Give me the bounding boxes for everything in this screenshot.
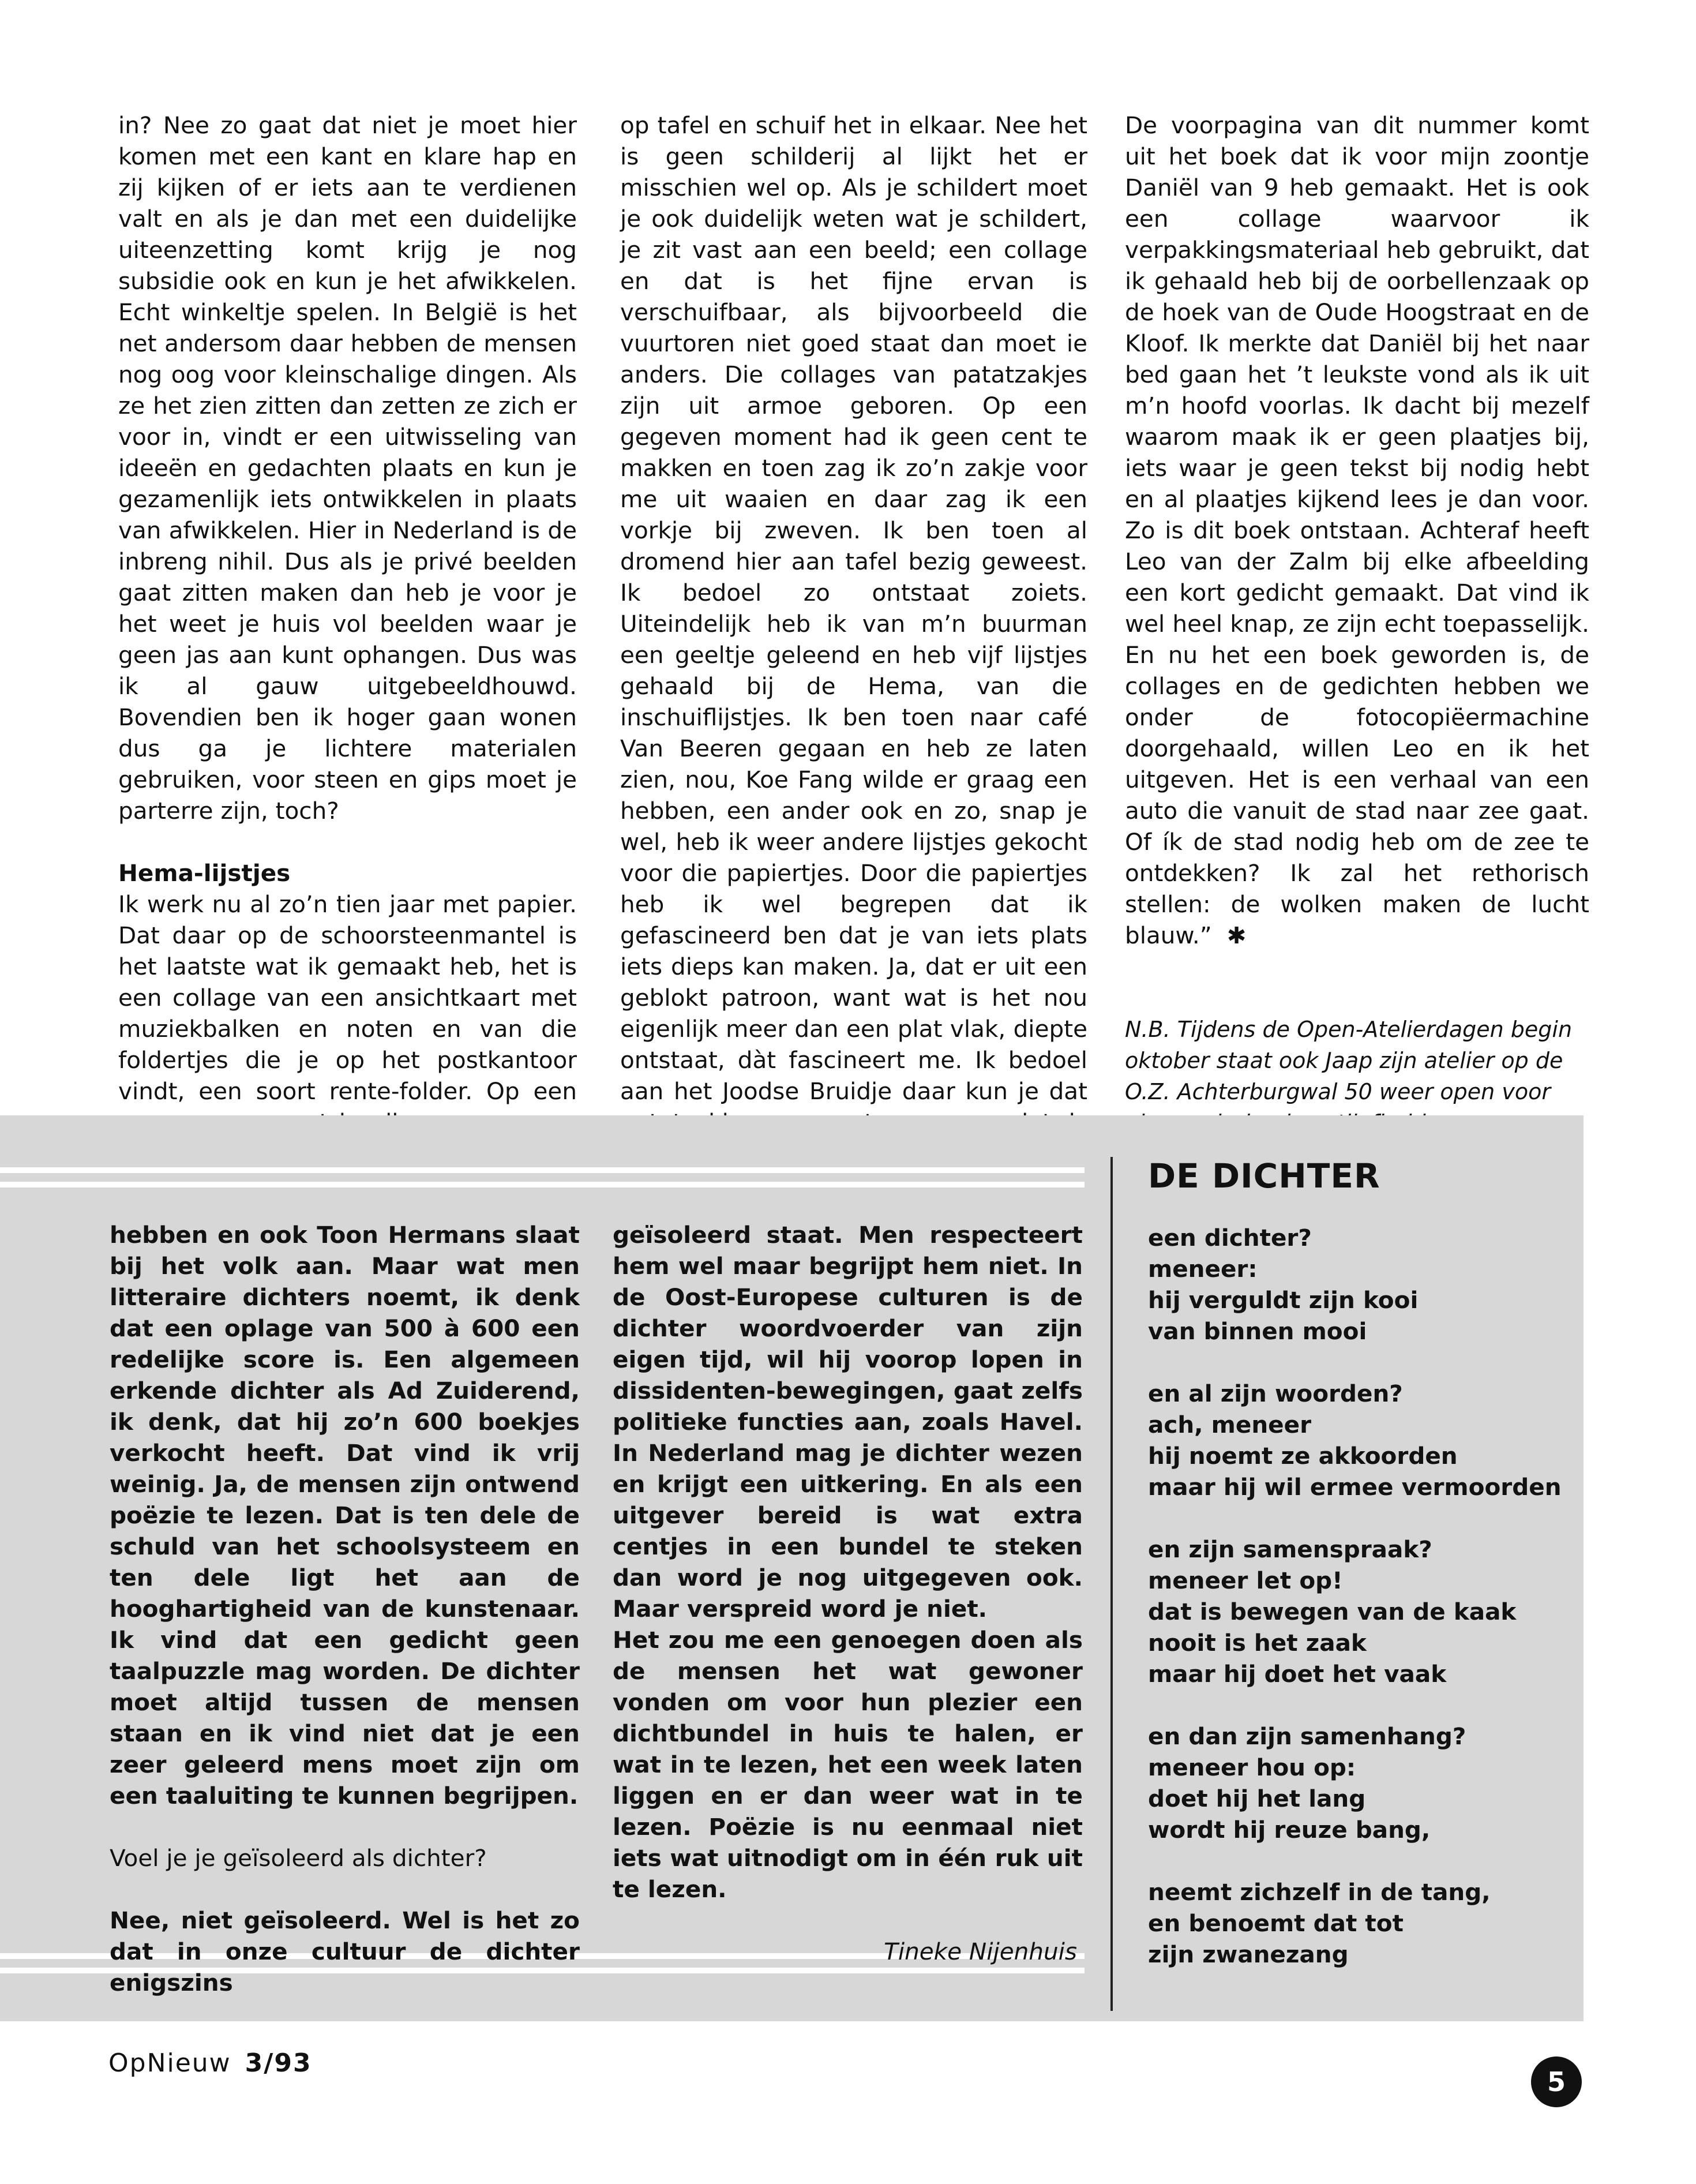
poem-line: doet hij het lang (1148, 1785, 1366, 1812)
poem-line: maar hij wil ermee vermoorden (1148, 1473, 1562, 1501)
poem-line: meneer hou op: (1148, 1754, 1356, 1781)
interview-answer: geïsoleerd staat. Men respecteert hem wel maar begrijpt hem niet. In de Oost-Europese culturen is de dichter woordvoerder van zijn eigen tijd, wil hij voorop lopen in dissidenten-bewegingen, gaat zelfs politieke functies aan, zoals Havel. In Nederland mag je dichter wezen en krijgt een uitkering. En als een uitgever bereid is wat extra centjes in een bundel te steken dan word je nog uitgegeven ook. Maar verspreid word je niet. (613, 1221, 1083, 1623)
interview-question: Voel je je geïsoleerd als dichter? (110, 1844, 487, 1872)
poem-line: en dan zijn samenhang? (1148, 1722, 1466, 1750)
poem-body (1148, 1222, 1575, 2001)
article-paragraph: Ik werk nu al zo’n tien jaar met papier. Dat daar op de schoorsteenmantel is het laatste wat ik gemaakt heb, het is een collage van een ansichtkaart met muziekbalken en noten en van die foldertjes die je op het postkantoor vindt, een soort rente-folder. Op een (118, 890, 577, 1105)
poem-stanza (1148, 1534, 1575, 1689)
decorative-stripes-top (0, 1167, 1085, 1202)
poem-stanza (1148, 1378, 1575, 1503)
interview-answer: hebben en ook Toon Hermans slaat bij het volk aan. Maar wat men litteraire dichters noemt, ik denk dat een oplage van 500 à 600 een redelijke score is. Een algemeen erkende dichter als Ad Zuiderend, ik denk, dat hij zo’n 600 boekjes verkocht heeft. Dat vind ik vrij weinig. Ja, de mensen zijn ontwend poëzie te lezen. Dat is ten dele de schuld van het schoolsysteem en ten dele ligt het aan de hooghartigheid van de kunstenaar. Ik vind dat een gedicht geen taalpuzzle mag worden. De dichter moet altijd tussen de mensen staan en ik vind niet dat je een zeer geleerd mens moet zijn om een taaluiting te kunnen begrijpen. (110, 1221, 580, 1810)
poem-line: nooit is het zaak (1148, 1629, 1367, 1657)
article-column-1 (118, 110, 577, 1169)
article-column-3 (1125, 110, 1589, 1138)
poem-line: maar hij doet het vaak (1148, 1660, 1447, 1688)
poem-line: zijn zwanezang (1148, 1940, 1349, 1968)
article-column-2 (620, 110, 1087, 1169)
author-signature: Tineke Nijenhuis (884, 1938, 1077, 1965)
poem-line: en benoemt dat tot (1148, 1909, 1404, 1937)
interview-column-2 (613, 1219, 1083, 1967)
article-paragraph (1125, 110, 1589, 951)
interview-column-1 (110, 1219, 580, 1998)
poem-line: een dichter? (1148, 1224, 1312, 1252)
end-mark-icon: ✱ (1226, 923, 1247, 949)
magazine-name: OpNieuw (108, 2048, 231, 2078)
magazine-footer (108, 2048, 312, 2078)
poem-line: en zijn samenspraak? (1148, 1535, 1432, 1563)
poem-line: dat is bewegen van de kaak (1148, 1598, 1517, 1625)
poem-line: hij verguldt zijn kooi (1148, 1286, 1419, 1314)
poem-line: ach, meneer (1148, 1411, 1312, 1438)
article-paragraph: in? Nee zo gaat dat niet je moet hier komen met een kant en klare hap en zij kijken of er iets aan te verdienen valt en als je dan met een duidelijke uiteenzetting komt krijg je nog subsidie ook en kun je het afwikkelen. Echt winkeltje spelen. In België is het net andersom daar hebben de mensen nog oog voor kleinschalige dingen. Als ze het zien zitten dan zetten ze zich er voor in, vindt er een uitwisseling van ideeën en gedachten plaats en kun je gezamenlijk iets ontwikkelen in plaats van afwikkelen. Hier in Nederland is de inbreng nihil. Dus als je privé beelden gaat zitten maken dan heb je voor je het weet je huis vol beelden waar je geen jas aan kunt ophangen. Dus was ik al gauw uitgebeeldhouwd. Bovendien ben ik hoger gaan wonen dus ga je lichtere materialen gebruiken, voor steen en gips moet je parterre zijn, toch? (118, 111, 577, 825)
poem-line: neemt zichzelf in de tang, (1148, 1878, 1491, 1906)
column-divider (1110, 1157, 1113, 2011)
poem-title: DE DICHTER (1148, 1156, 1380, 1196)
interview-answer: Het zou me een genoegen doen als de mensen het wat gewoner vonden om voor hun plezier een dichtbundel in huis te halen, er wat in te lezen, het een week laten liggen en er dan weer wat in te lezen. Poëzie is nu eenmaal niet iets wat uitnodigt om in één ruk uit te lezen. (613, 1626, 1083, 1903)
note-paragraph: N.B. Tijdens de Open-Atelierdagen begin oktober staat ook Jaap zijn atelier op de O.Z. Achterburgwal 50 weer open voor (1125, 1017, 1573, 1104)
page-number: 5 (1547, 2066, 1566, 2097)
poem-line: en al zijn woorden? (1148, 1380, 1403, 1407)
poem-line: wordt hij reuze bang, (1148, 1816, 1431, 1844)
page-number-badge (1531, 2056, 1582, 2107)
interview-answer: Nee, niet geïsoleerd. Wel is het zo dat in onze cultuur de dichter enigszins (110, 1906, 580, 1996)
poem-line: meneer let op! (1148, 1567, 1343, 1594)
poem-stanza (1148, 1876, 1575, 1970)
poem-line: hij noemt ze akkoorden (1148, 1442, 1458, 1470)
closing-paragraph-text: De voorpagina van dit nummer komt uit het boek dat ik voor mijn zoontje Daniël van 9 heb gemaakt. Het is ook een collage waarvoor ik verpakkingsmateriaal heb gebruikt, dat ik gehaald heb bij de oorbellenzaak op de hoek van de Oude Hoogstraat en de Kloof. Ik merkte dat Daniël bij het naar bed gaan het ’t leukste vond als ik uit m’n hoofd voorlas. Ik dacht bij mezelf waarom maak ik er geen plaatjes bij, iets waar je geen tekst bij nodig hebt en al plaatjes kijkend lees je dan voor. Zo is dit boek ontstaan. Achteraf heeft Leo van der Zalm bij elke afbeelding een kort gedicht gemaakt. Dat vind ik wel heel knap, ze zijn echt toepasselijk. En nu het een boek geworden is, de collages en de gedichten hebben we onder de fotocopiëermachine doorgehaald, willen Leo en ik het uitgeven. Het is een verhaal van een auto die vanuit de stad naar zee gaat. Of ík de stad nodig heb om de zee te ontdekken? Ik zal het rethorisch stellen: de wolken maken de lucht blauw.” (1125, 111, 1589, 949)
section-subheading: Hema-lijstjes (118, 859, 291, 887)
issue-number: 3/93 (245, 2048, 312, 2078)
poem-line: van binnen mooi (1148, 1317, 1367, 1345)
poem-stanza (1148, 1222, 1575, 1347)
poem-line: meneer: (1148, 1255, 1258, 1283)
poem-stanza (1148, 1721, 1575, 1845)
article-paragraph: op tafel en schuif het in elkaar. Nee het is geen schilderij al lijkt het er misschien wel op. Als je schildert moet je ook duidelijk weten wat je schildert, je zit vast aan een beeld; een collage en dat is het fijne ervan is verschuifbaar, als bijvoorbeeld die vuurtoren niet goed staat dan moet ie anders. Die collages van patatzakjes zijn uit armoe geboren. Op een gegeven moment had ik geen cent te makken en toen zag ik zo’n zakje voor me uit waaien en daar zag ik een vorkje bij zweven. Ik ben toen al dromend hier aan tafel bezig geweest. Ik bedoel zo ontstaat zoiets. Uiteindelijk heb ik van m’n buurman een geeltje geleend en heb vijf lijstjes gehaald bij de Hema, van die inschuiflijstjes. Ik ben toen naar café Van Beeren gegaan en heb ze laten zien, nou, Koe Fang wilde er graag een hebben, een ander ook en zo, snap je wel, heb ik weer andere lijstjes gekocht voor die papiertjes. Door die papiertjes heb ik wel begrepen dat ik gefascineerd ben dat je van iets plats iets dieps kan maken. Ja, dat er uit een geblokt patroon, want wat is het nou eigenlijk meer dan een plat vlak, diepte ontstaat, dàt fascineert me. Ik bedoel aan het Joodse Bruidje daar kun je dat (620, 111, 1087, 1105)
